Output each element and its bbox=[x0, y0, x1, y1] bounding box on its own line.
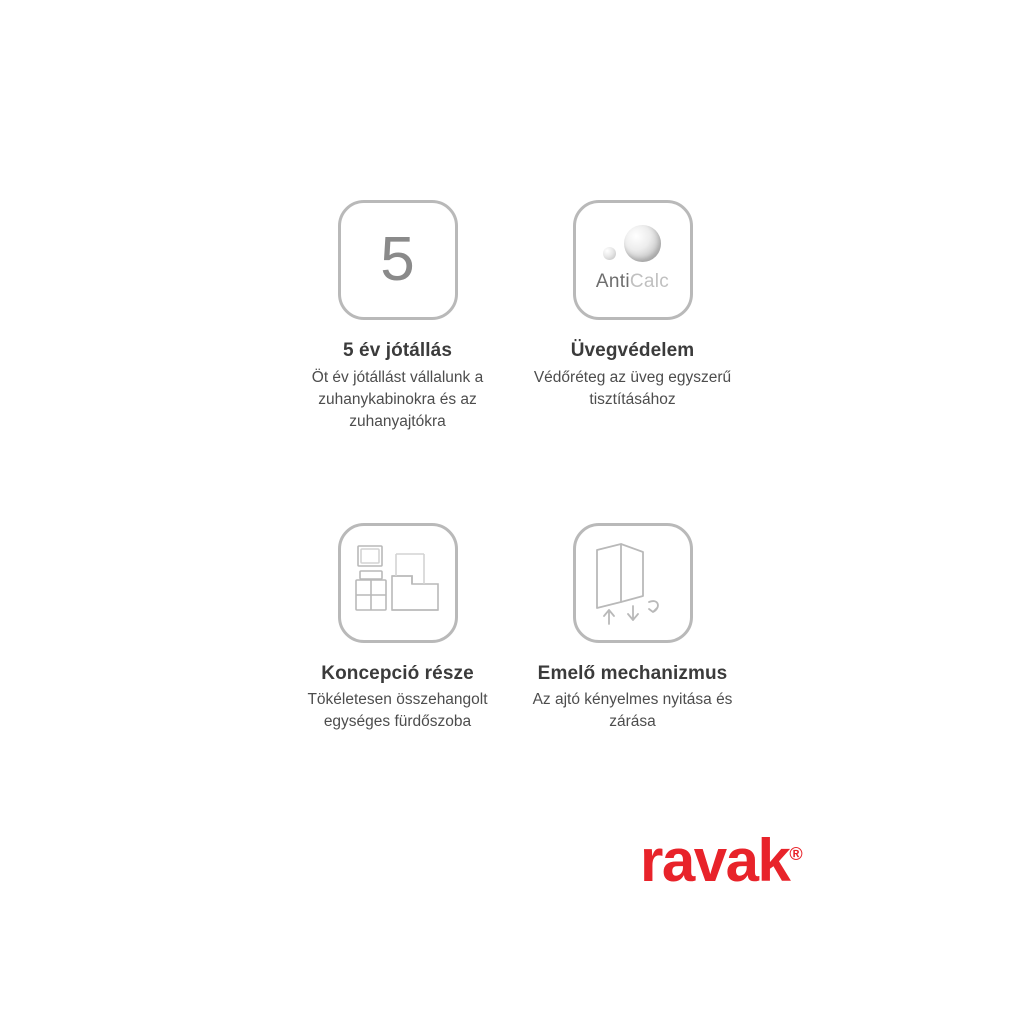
feature-warranty-title: 5 év jótállás bbox=[342, 340, 453, 361]
anticalc-wordmark bbox=[576, 271, 690, 293]
anticalc-word-second: Calc bbox=[629, 271, 670, 292]
feature-warranty bbox=[280, 200, 515, 433]
anticalc-water-drops-icon bbox=[573, 200, 693, 320]
feature-row-top bbox=[280, 200, 750, 433]
feature-concept-title: Koncepció része bbox=[321, 662, 474, 684]
water-drop-small-icon bbox=[603, 247, 616, 260]
feature-lift-mechanism bbox=[515, 523, 750, 734]
ravak-logo-text: ravak bbox=[640, 827, 790, 894]
lift-mechanism-door-icon bbox=[573, 523, 693, 643]
lift-mechanism-svg bbox=[591, 540, 675, 626]
feature-concept-description: Tökéletesen összehangolt egységes fürdőszoba bbox=[307, 691, 488, 731]
feature-glass-protection bbox=[515, 200, 750, 411]
number-five-label: 5 bbox=[380, 225, 415, 294]
feature-lift-mechanism-title: Emelő mechanizmus bbox=[537, 662, 728, 684]
number-five-icon bbox=[338, 200, 458, 320]
feature-glass-protection-title: Üvegvédelem bbox=[570, 340, 695, 361]
bathroom-concept-icon bbox=[338, 523, 458, 643]
feature-row-bottom bbox=[280, 523, 750, 734]
bathroom-concept-svg bbox=[352, 540, 444, 626]
feature-warranty-description: Öt év jótállást vállalunk a zuhanykabinokra és az zuhanyajtókra bbox=[311, 368, 484, 430]
feature-glass-protection-description: Védőréteg az üveg egyszerű tisztításához bbox=[533, 368, 732, 408]
ravak-logo bbox=[640, 826, 803, 895]
anticalc-word-first: Anti bbox=[595, 271, 630, 292]
feature-grid bbox=[280, 200, 750, 733]
registered-trademark-icon: ® bbox=[789, 844, 803, 864]
water-drop-large-icon bbox=[624, 225, 661, 262]
feature-lift-mechanism-description: Az ajtó kényelmes nyitása és zárása bbox=[532, 691, 733, 731]
feature-concept bbox=[280, 523, 515, 734]
